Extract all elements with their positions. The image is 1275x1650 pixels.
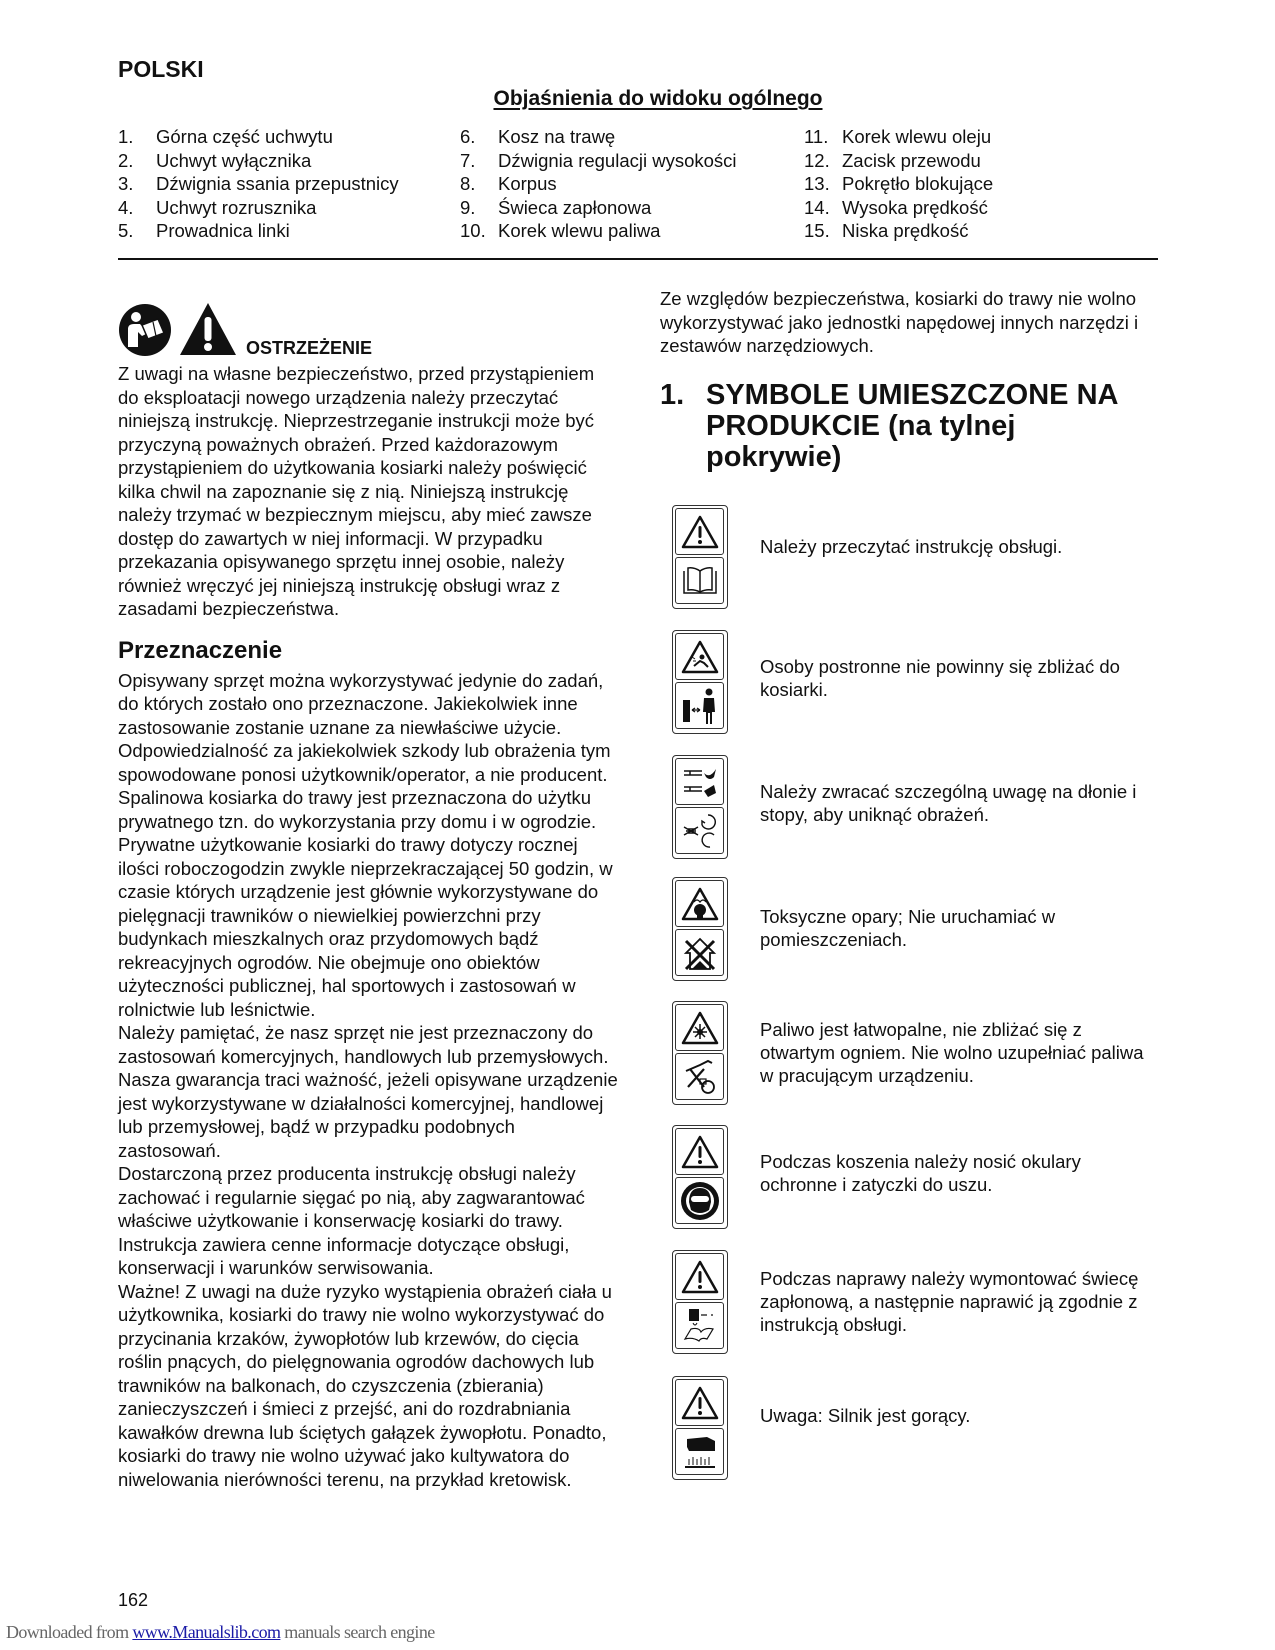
symbol-description: Należy zwracać szczególną uwagę na dłonie i stopy, aby uniknąć obrażeń.	[760, 781, 1137, 825]
spark-plug-manual-icon	[675, 1302, 724, 1349]
symbol-description: Osoby postronne nie powinny się zbliżać do kosiarki.	[760, 656, 1120, 700]
legend-item: 1. Górna część uchwytu	[118, 126, 333, 147]
manualslib-link[interactable]: www.Manualslib.com	[132, 1622, 281, 1642]
purpose-paragraph: Opisywany sprzęt można wykorzystywać jedynie do zadań, do których zostało ono przeznaczone. Jakiekolwiek inne zastosowanie zostanie uznane za niewłaściwe użycie. Odpowiedzialność za jakiekolwiek szkody lub obrażenia tym spowodowane ponosi użytkownik/operator, a nie producent.	[118, 669, 611, 785]
hand-foot-blade-icon	[675, 758, 724, 805]
symbol-badge	[672, 755, 728, 859]
symbol-badge	[672, 505, 728, 609]
section-heading: 1. SYMBOLE UMIESZCZONE NA PRODUKCIE (na tylnej pokrywie)	[660, 379, 1118, 473]
rotating-blade-icon	[675, 807, 724, 854]
warning-triangle-icon	[675, 1128, 724, 1175]
symbol-description: Podczas naprawy należy wymontować świecę zapłonową, a następnie naprawić ją zgodnie z instrukcją obsługi.	[760, 1268, 1139, 1335]
legend-column-1	[118, 125, 399, 243]
legend-item: 12. Zacisk przewodu	[804, 149, 981, 171]
no-refuel-running-icon	[675, 1053, 724, 1100]
eye-ear-protection-icon	[675, 1177, 724, 1224]
legend-title: Objaśnienia do widoku ogólnego	[493, 87, 823, 110]
legend-item: 13. Pokrętło blokujące	[804, 173, 994, 194]
symbol-description: Paliwo jest łatwopalne, nie zbliżać się z otwartym ogniem. Nie wolno uzupełniać paliwa w pracującym urządzeniu.	[760, 1019, 1144, 1086]
legend-item: 15. Niska prędkość	[804, 220, 969, 241]
page-number: 162	[118, 1590, 149, 1610]
warning-text: Z uwagi na własne bezpieczeństwo, przed przystąpieniem do eksploatacji nowego urządzenia należy przeczytać niniejszą instrukcję. Nieprzestrzeganie instrukcji może być przyczyną poważnych obrażeń. Przed każdorazowym przystąpieniem do użytkowania kosiarki należy poświęcić kilka chwil na zapoznanie się z nią. Niniejszą instrukcję należy trzymać w bezpiecznym miejscu, aby mieć zawsze dostęp do zawartych w niej informacji. W przypadku przekazania opisywanego sprzętu innej osobie, należy również wręczyć jej niniejszą instrukcję obsługi wraz z zasadami bezpieczeństwa.	[118, 363, 595, 619]
open-book-icon	[675, 557, 724, 604]
purpose-paragraph: Ważne! Z uwagi na duże ryzyko wystąpienia obrażeń ciała u użytkownika, kosiarki do trawy nie wolno wykorzystywać do przycinania krzaków, żywopłotów lub krzewów, do cięcia roślin pnących, do pielęgnowania ogrodów dachowych lub trawników na balkonach, do czyszczenia (zbierania) zanieczyszczeń i śmieci z przejść, ani do rozdrabniania kawałków drewna lub ściętych gałązek żywopłotu. Ponadto, kosiarki do trawy nie wolno używać jako kultywatora do niwelowania nierówności terenu, na przykład kretowisk.	[118, 1280, 612, 1490]
symbol-badge	[672, 1376, 728, 1480]
purpose-paragraph: Prywatne użytkowanie kosiarki do trawy dotyczy rocznej ilości roboczogodzin zwykle nieprzekraczającej 50 godzin, w czasie których urządzenie jest głównie wykorzystywane do pielęgnacji trawników o niewielkiej powierzchni przy budynkach mieszkalnych oraz przydomowych bądź rekreacyjnych ogrodów. Nie obejmuje ono obiektów użyteczności publicznej, hal sportowych i zastosowań w rolnictwie lub leśnictwie.	[118, 834, 613, 1020]
safety-intro: Ze względów bezpieczeństwa, kosiarki do trawy nie wolno wykorzystywać jako jednostki napędowej innych narzędzi i zestawów narzędziowych.	[660, 288, 1139, 356]
legend-item: 4. Uchwyt rozrusznika	[118, 196, 317, 218]
legend-item: 9. Świeca zapłonowa	[460, 196, 652, 218]
symbol-badge	[672, 1250, 728, 1354]
legend-column-2	[460, 125, 737, 243]
legend-item: 11. Korek wlewu oleju	[804, 126, 992, 147]
toxic-fumes-icon	[675, 880, 724, 927]
purpose-paragraph: Spalinowa kosiarka do trawy jest przeznaczona do użytku prywatnego tzn. do wykorzystania przy domu i w ogrodzie.	[118, 787, 597, 832]
purpose-paragraph: Należy pamiętać, że nasz sprzęt nie jest przeznaczony do zastosowań komercyjnych, handlowych lub przemysłowych. Nasza gwarancja traci ważność, jeżeli opisywane urządzenie jest wykorzystywane w działalności komercyjnej, handlowej lub przemysłowej, bądź w przypadku podobnych zastosowań.	[118, 1022, 618, 1161]
warning-triangle-icon	[675, 1379, 724, 1426]
symbol-description: Należy przeczytać instrukcję obsługi.	[760, 536, 1063, 557]
legend-item: 2. Uchwyt wyłącznika	[118, 149, 312, 171]
keep-distance-icon	[675, 682, 724, 729]
legend-item: 10. Korek wlewu paliwa	[460, 220, 661, 241]
left-column	[118, 290, 618, 1491]
purpose-paragraph: Dostarczoną przez producenta instrukcję obsługi należy zachować i regularnie sięgać po nią, aby zagwarantować właściwe użytkowanie i konserwację kosiarki do trawy. Instrukcja zawiera cenne informacje dotyczące obsługi, konserwacji i warunków serwisowania.	[118, 1163, 585, 1278]
legend-item: 8. Korpus	[460, 173, 557, 194]
symbol-badge	[672, 1001, 728, 1105]
download-footer: Downloaded from www.Manualslib.com manuals search engine	[6, 1622, 435, 1642]
symbol-description: Podczas koszenia należy nosić okulary ochronne i zatyczki do uszu.	[760, 1151, 1081, 1195]
warning-header	[118, 300, 618, 362]
symbol-badge	[672, 1125, 728, 1229]
legend-column-3	[804, 125, 993, 243]
legend-item: 3. Dźwignia ssania przepustnicy	[118, 173, 399, 194]
legend-item: 14. Wysoka prędkość	[804, 196, 988, 218]
purpose-heading: Przeznaczenie	[118, 636, 283, 664]
language-heading: POLSKI	[118, 56, 204, 82]
horizontal-divider	[118, 258, 1158, 260]
warning-triangle-icon	[675, 1253, 724, 1300]
legend-item: 7. Dźwignia regulacji wysokości	[460, 149, 737, 171]
symbol-badge	[672, 630, 728, 734]
warning-triangle-icon	[675, 508, 724, 555]
symbol-description: Toksyczne opary; Nie uruchamiać w pomieszczeniach.	[760, 906, 1056, 950]
legend-item: 5. Prowadnica linki	[118, 220, 290, 241]
symbol-badge	[672, 877, 728, 981]
read-manual-icon	[118, 303, 172, 363]
warning-label: OSTRZEŻENIE	[246, 337, 373, 358]
warning-triangle-icon	[178, 301, 238, 363]
legend-item: 6. Kosz na trawę	[460, 126, 616, 147]
thrown-objects-icon	[675, 633, 724, 680]
hot-surface-icon	[675, 1428, 724, 1475]
flammable-icon	[675, 1004, 724, 1051]
no-indoor-use-icon	[675, 929, 724, 976]
symbol-description: Uwaga: Silnik jest gorący.	[760, 1405, 971, 1426]
